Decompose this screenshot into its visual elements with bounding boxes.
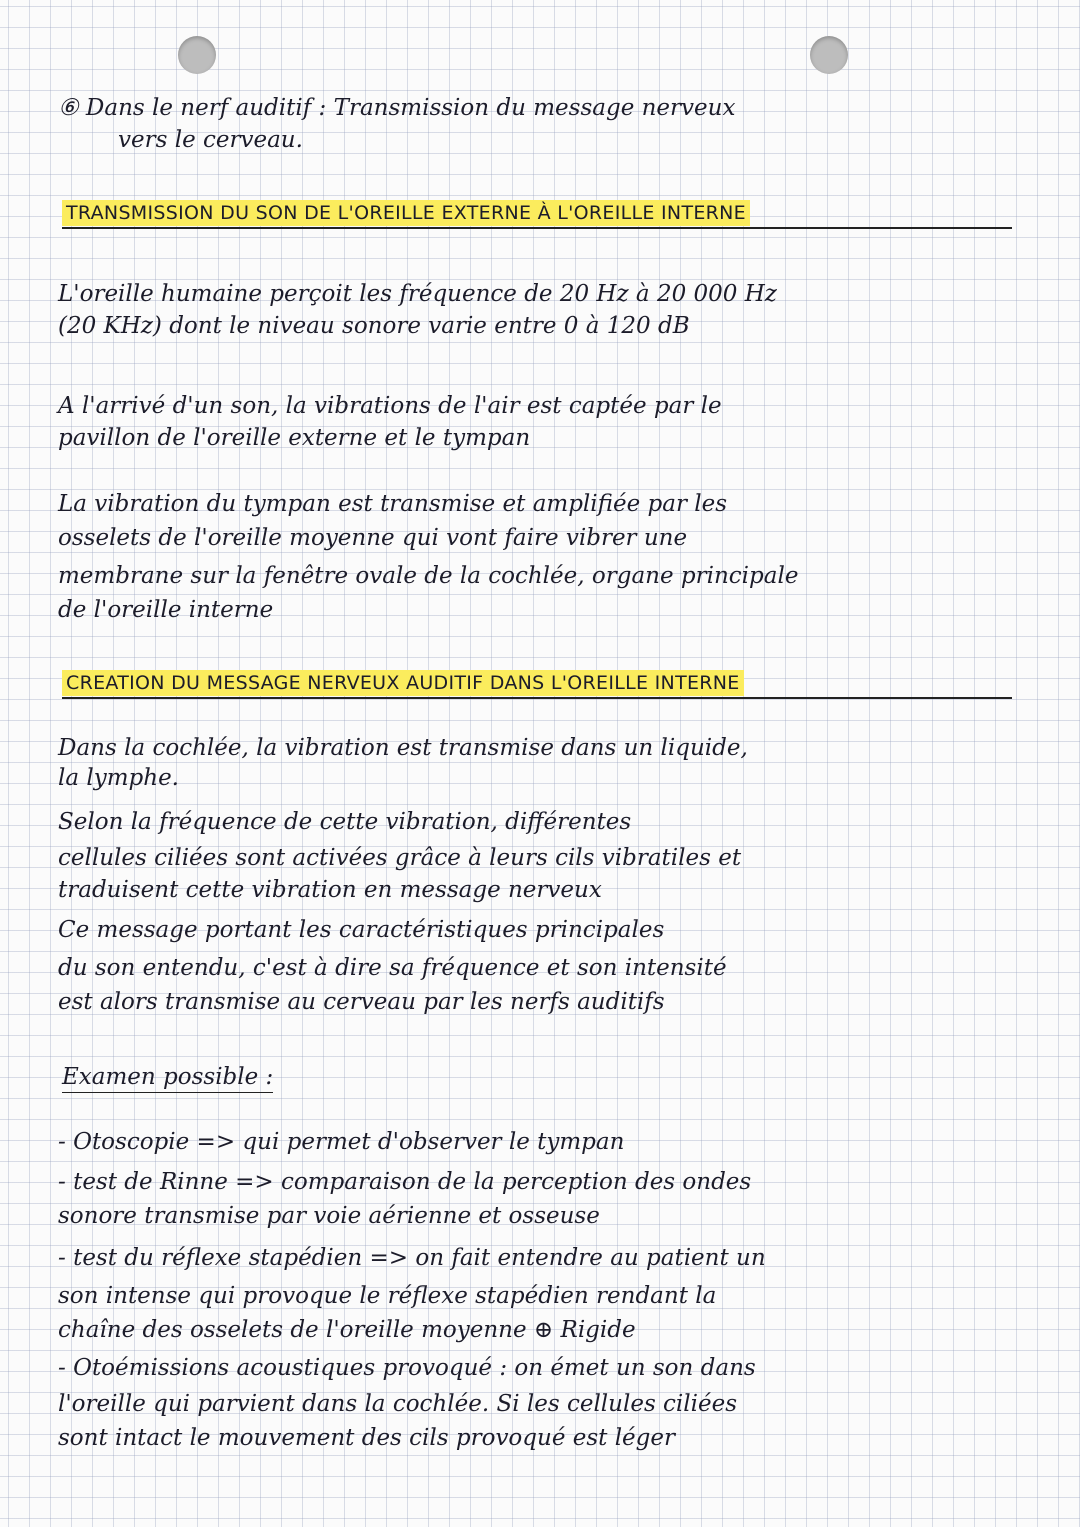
paragraph-line: pavillon de l'oreille externe et le tympan xyxy=(58,425,531,451)
paragraph-line: (20 KHz) dont le niveau sonore varie entre 0 à 120 dB xyxy=(58,313,690,339)
exam-line: - Otoscopie => qui permet d'observer le tympan xyxy=(58,1129,625,1155)
binder-hole xyxy=(178,36,216,74)
intro-line: ⑥ Dans le nerf auditif : Transmission du message nerveux xyxy=(58,95,736,121)
exam-line: son intense qui provoque le réflexe stapédien rendant la xyxy=(58,1283,717,1309)
paragraph-line: osselets de l'oreille moyenne qui vont faire vibrer une xyxy=(58,525,688,551)
paragraph-line: du son entendu, c'est à dire sa fréquence et son intensité xyxy=(58,955,727,981)
exam-line: - Otoémissions acoustiques provoqué : on émet un son dans xyxy=(58,1355,756,1381)
paragraph-line: membrane sur la fenêtre ovale de la cochlée, organe principale xyxy=(58,563,799,589)
paragraph-line: est alors transmise au cerveau par les nerfs auditifs xyxy=(58,989,665,1015)
exam-line: sont intact le mouvement des cils provoqué est léger xyxy=(58,1425,676,1451)
paragraph-line: A l'arrivé d'un son, la vibrations de l'air est captée par le xyxy=(58,393,722,419)
paragraph-line: Ce message portant les caractéristiques principales xyxy=(58,917,665,943)
paragraph-line: de l'oreille interne xyxy=(58,597,274,623)
exam-title: Examen possible : xyxy=(62,1064,273,1093)
exam-line: - test du réflexe stapédien => on fait entendre au patient un xyxy=(58,1245,766,1271)
exam-line: sonore transmise par voie aérienne et osseuse xyxy=(58,1203,600,1229)
intro-line: vers le cerveau. xyxy=(118,127,303,153)
paragraph-line: L'oreille humaine perçoit les fréquence de 20 Hz à 20 000 Hz xyxy=(58,281,777,307)
paragraph-line: Selon la fréquence de cette vibration, différentes xyxy=(58,809,632,835)
paragraph-line: traduisent cette vibration en message nerveux xyxy=(58,877,602,903)
section-title: CREATION DU MESSAGE NERVEUX AUDITIF DANS L'OREILLE INTERNE xyxy=(62,672,1012,699)
paragraph-line: Dans la cochlée, la vibration est transmise dans un liquide, xyxy=(58,735,748,761)
section-title: TRANSMISSION DU SON DE L'OREILLE EXTERNE À L'OREILLE INTERNE xyxy=(62,202,1012,229)
exam-line: chaîne des osselets de l'oreille moyenne ⊕ Rigide xyxy=(58,1317,636,1343)
paragraph-line: cellules ciliées sont activées grâce à leurs cils vibratiles et xyxy=(58,845,742,871)
paragraph-line: la lymphe. xyxy=(58,765,179,791)
exam-line: l'oreille qui parvient dans la cochlée. Si les cellules ciliées xyxy=(58,1391,738,1417)
exam-line: - test de Rinne => comparaison de la perception des ondes xyxy=(58,1169,752,1195)
paragraph-line: La vibration du tympan est transmise et amplifiée par les xyxy=(58,491,728,517)
binder-hole xyxy=(810,36,848,74)
